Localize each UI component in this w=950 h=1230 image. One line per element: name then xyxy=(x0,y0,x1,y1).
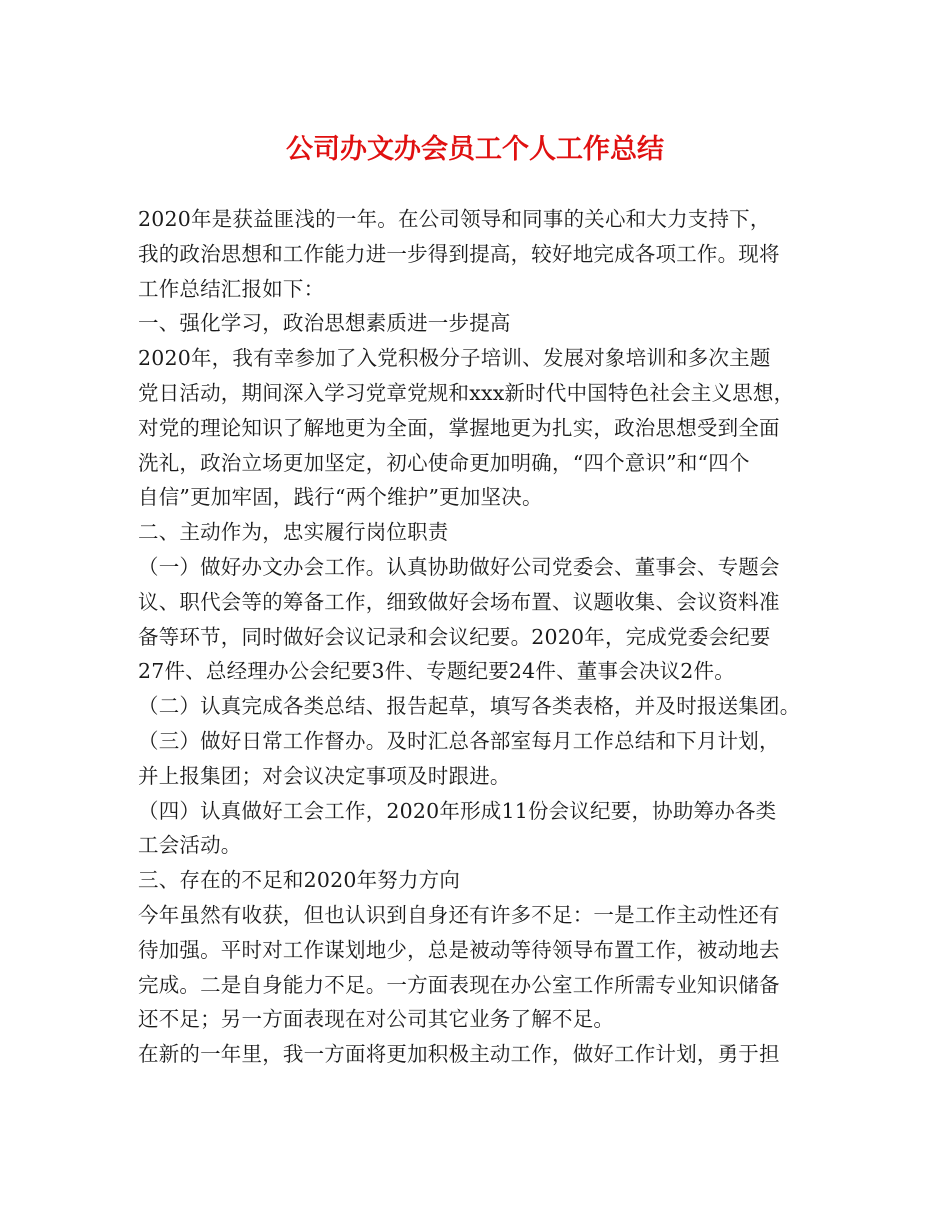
document-body xyxy=(138,202,828,1072)
section-heading-2: 二、主动作为，忠实履行岗位职责 xyxy=(138,520,449,545)
paragraph-line: 27件、总经理办公会纪要3件、专题纪要24件、董事会决议2件。 xyxy=(138,659,735,684)
paragraph-line: 我的政治思想和工作能力进一步得到提高，较好地完成各项工作。现将 xyxy=(138,241,780,266)
paragraph-line: 对党的理论知识了解地更为全面，掌握地更为扎实，政治思想受到全面 xyxy=(138,415,780,440)
paragraph-line: 今年虽然有收获，但也认识到自身还有许多不足：一是工作主动性还有 xyxy=(138,902,780,927)
paragraph-line: 议、职代会等的筹备工作，细致做好会场布置、议题收集、会议资料准 xyxy=(138,589,780,614)
paragraph-line: 2020年是获益匪浅的一年。在公司领导和同事的关心和大力支持下， xyxy=(138,207,771,231)
paragraph-line: 自信”更加牢固，践行“两个维护”更加坚决。 xyxy=(138,485,543,510)
paragraph-line: 2020年，我有幸参加了入党积极分子培训、发展对象培训和多次主题 xyxy=(138,346,771,371)
paragraph-line: 还不足；另一方面表现在对公司其它业务了解不足。 xyxy=(138,1007,615,1032)
paragraph-line: （四）认真做好工会工作，2020年形成11份会议纪要，协助筹办各类 xyxy=(138,798,777,823)
paragraph-line: 在新的一年里，我一方面将更加积极主动工作，做好工作计划，勇于担 xyxy=(138,1042,780,1067)
paragraph-line: 并上报集团；对会议决定事项及时跟进。 xyxy=(138,763,511,788)
paragraph-line: 备等环节，同时做好会议记录和会议纪要。2020年，完成党委会纪要 xyxy=(138,624,771,649)
paragraph-line: （一）做好办文办会工作。认真协助做好公司党委会、董事会、专题会 xyxy=(138,554,780,579)
paragraph-line: （三）做好日常工作督办。及时汇总各部室每月工作总结和下月计划， xyxy=(138,728,780,753)
paragraph-line: 工作总结汇报如下： xyxy=(138,276,325,301)
document-title: 公司办文办会员工个人工作总结 xyxy=(286,134,664,165)
paragraph-line: 待加强。平时对工作谋划地少，总是被动等待领导布置工作，被动地去 xyxy=(138,937,780,962)
section-heading-1: 一、强化学习，政治思想素质进一步提高 xyxy=(138,311,511,336)
paragraph-line: 完成。二是自身能力不足。一方面表现在办公室工作所需专业知识储备 xyxy=(138,972,780,997)
section-heading-3: 三、存在的不足和2020年努力方向 xyxy=(138,868,461,893)
paragraph-line: 党日活动，期间深入学习党章党规和xxx新时代中国特色社会主义思想， xyxy=(138,380,795,405)
paragraph-line: 工会活动。 xyxy=(138,833,242,858)
paragraph-line: （二）认真完成各类总结、报告起草，填写各类表格，并及时报送集团。 xyxy=(138,694,801,719)
paragraph-line: 洗礼，政治立场更加坚定，初心使命更加明确，“四个意识”和“四个 xyxy=(138,450,750,475)
